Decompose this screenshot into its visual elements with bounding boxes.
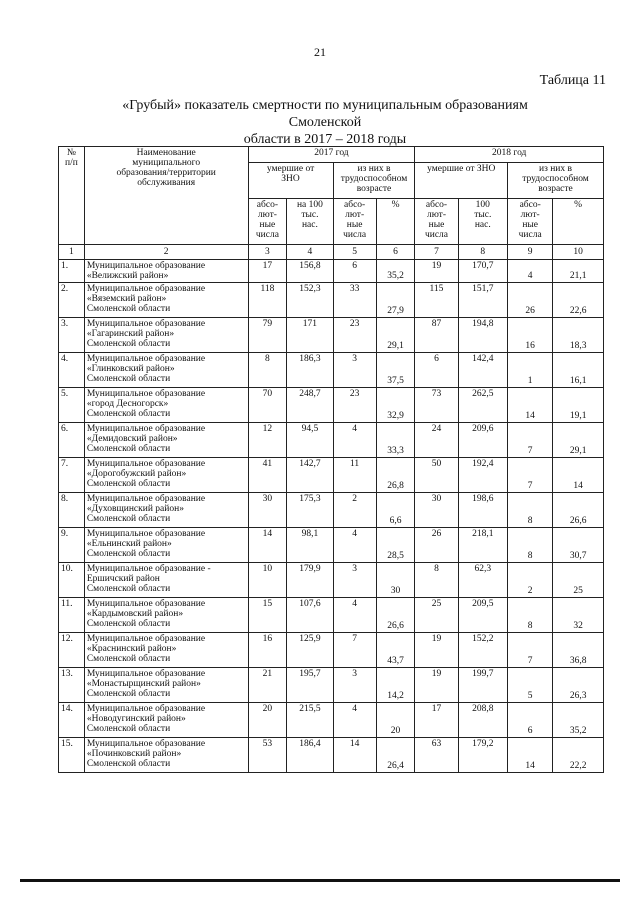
municipality-name: Муниципальное образование «город Десногорск» Смоленской области — [84, 388, 248, 423]
table-label: Таблица 11 — [539, 73, 606, 88]
table-row — [59, 458, 604, 493]
value-cell-c5: 3 — [333, 668, 376, 703]
header-2018-working-pct: % — [553, 199, 604, 245]
value-cell-c5: 6 — [333, 260, 376, 283]
value-cell-c6: 43,7 — [376, 633, 415, 668]
value-cell-c4: 107,6 — [287, 598, 333, 633]
value-cell-c9: 6 — [508, 703, 553, 738]
value-cell-c9: 7 — [508, 633, 553, 668]
column-index: 1 — [59, 245, 85, 260]
value-cell-c10: 14 — [553, 458, 604, 493]
value-cell-c10: 22,6 — [553, 283, 604, 318]
value-cell-c8: 208,8 — [458, 703, 508, 738]
value-cell-c10: 32 — [553, 598, 604, 633]
value-cell-c7: 17 — [415, 703, 458, 738]
value-cell-c3: 53 — [248, 738, 287, 773]
value-cell-c6: 26,4 — [376, 738, 415, 773]
value-cell-c9: 26 — [508, 283, 553, 318]
table-row — [59, 598, 604, 633]
value-cell-c3: 8 — [248, 353, 287, 388]
value-cell-c10: 26,3 — [553, 668, 604, 703]
value-cell-c9: 14 — [508, 738, 553, 773]
row-number: 1. — [59, 260, 85, 283]
header-2017-working-age: из них в трудоспособном возрасте — [333, 163, 415, 199]
value-cell-c10: 30,7 — [553, 528, 604, 563]
row-number: 7. — [59, 458, 85, 493]
municipality-name: Муниципальное образование «Гагаринский район» Смоленской области — [84, 318, 248, 353]
value-cell-c8: 209,5 — [458, 598, 508, 633]
value-cell-c4: 186,4 — [287, 738, 333, 773]
header-2018-working-abs: абсо- лют- ные числа — [508, 199, 553, 245]
column-index: 8 — [458, 245, 508, 260]
municipality-name: Муниципальное образование - Ершичский район Смоленской области — [84, 563, 248, 598]
header-2017-deaths-zno: умершие от ЗНО — [248, 163, 333, 199]
value-cell-c9: 1 — [508, 353, 553, 388]
municipality-name: Муниципальное образование «Краснинский район» Смоленской области — [84, 633, 248, 668]
header-2018-deaths-zno: умершие от ЗНО — [415, 163, 508, 199]
municipality-name: Муниципальное образование «Починковский район» Смоленской области — [84, 738, 248, 773]
column-index: 5 — [333, 245, 376, 260]
value-cell-c4: 215,5 — [287, 703, 333, 738]
value-cell-c3: 15 — [248, 598, 287, 633]
value-cell-c3: 118 — [248, 283, 287, 318]
value-cell-c5: 14 — [333, 738, 376, 773]
value-cell-c5: 3 — [333, 563, 376, 598]
value-cell-c10: 29,1 — [553, 423, 604, 458]
municipality-name: Муниципальное образование «Демидовский район» Смоленской области — [84, 423, 248, 458]
value-cell-c7: 115 — [415, 283, 458, 318]
header-2017-abs: абсо- лют- ные числа — [248, 199, 287, 245]
value-cell-c3: 70 — [248, 388, 287, 423]
value-cell-c8: 151,7 — [458, 283, 508, 318]
value-cell-c8: 192,4 — [458, 458, 508, 493]
value-cell-c4: 152,3 — [287, 283, 333, 318]
value-cell-c5: 3 — [333, 353, 376, 388]
table-row — [59, 563, 604, 598]
value-cell-c3: 10 — [248, 563, 287, 598]
row-number: 5. — [59, 388, 85, 423]
value-cell-c6: 37,5 — [376, 353, 415, 388]
value-cell-c10: 19,1 — [553, 388, 604, 423]
value-cell-c7: 73 — [415, 388, 458, 423]
value-cell-c5: 4 — [333, 703, 376, 738]
value-cell-c3: 20 — [248, 703, 287, 738]
value-cell-c6: 30 — [376, 563, 415, 598]
header-2018-per100k: 100 тыс. нас. — [458, 199, 508, 245]
row-number: 14. — [59, 703, 85, 738]
value-cell-c7: 50 — [415, 458, 458, 493]
municipality-name: Муниципальное образование «Велижский район» — [84, 260, 248, 283]
value-cell-c9: 2 — [508, 563, 553, 598]
value-cell-c5: 4 — [333, 423, 376, 458]
header-2017-working-pct: % — [376, 199, 415, 245]
value-cell-c3: 79 — [248, 318, 287, 353]
header-year-2017: 2017 год — [248, 147, 415, 163]
value-cell-c9: 7 — [508, 423, 553, 458]
table-row — [59, 703, 604, 738]
value-cell-c9: 5 — [508, 668, 553, 703]
value-cell-c7: 63 — [415, 738, 458, 773]
municipality-name: Муниципальное образование «Глинковский район» Смоленской области — [84, 353, 248, 388]
value-cell-c6: 29,1 — [376, 318, 415, 353]
municipality-name: Муниципальное образование «Ельнинский район» Смоленской области — [84, 528, 248, 563]
title-line-2: области в 2017 – 2018 годы — [243, 132, 407, 147]
table-row — [59, 423, 604, 458]
table-row — [59, 668, 604, 703]
value-cell-c10: 22,2 — [553, 738, 604, 773]
value-cell-c6: 20 — [376, 703, 415, 738]
value-cell-c7: 6 — [415, 353, 458, 388]
value-cell-c10: 21,1 — [553, 260, 604, 283]
table-row — [59, 528, 604, 563]
table-row — [59, 318, 604, 353]
row-number: 10. — [59, 563, 85, 598]
value-cell-c6: 26,8 — [376, 458, 415, 493]
value-cell-c9: 14 — [508, 388, 553, 423]
value-cell-c10: 36,8 — [553, 633, 604, 668]
value-cell-c8: 62,3 — [458, 563, 508, 598]
mortality-table — [58, 146, 604, 773]
table-row — [59, 388, 604, 423]
page-bottom-rule — [20, 879, 620, 882]
value-cell-c6: 28,5 — [376, 528, 415, 563]
value-cell-c8: 142,4 — [458, 353, 508, 388]
table-row — [59, 493, 604, 528]
value-cell-c8: 209,6 — [458, 423, 508, 458]
value-cell-c5: 23 — [333, 318, 376, 353]
column-index: 7 — [415, 245, 458, 260]
page-number: 21 — [314, 45, 326, 59]
value-cell-c8: 179,2 — [458, 738, 508, 773]
column-index: 3 — [248, 245, 287, 260]
value-cell-c4: 142,7 — [287, 458, 333, 493]
value-cell-c8: 199,7 — [458, 668, 508, 703]
value-cell-c5: 7 — [333, 633, 376, 668]
row-number: 3. — [59, 318, 85, 353]
header-2017-per100k: на 100 тыс. нас. — [287, 199, 333, 245]
value-cell-c7: 19 — [415, 633, 458, 668]
value-cell-c5: 11 — [333, 458, 376, 493]
value-cell-c3: 30 — [248, 493, 287, 528]
value-cell-c10: 26,6 — [553, 493, 604, 528]
row-number: 13. — [59, 668, 85, 703]
value-cell-c4: 98,1 — [287, 528, 333, 563]
value-cell-c9: 8 — [508, 528, 553, 563]
value-cell-c4: 248,7 — [287, 388, 333, 423]
value-cell-c3: 12 — [248, 423, 287, 458]
value-cell-c9: 7 — [508, 458, 553, 493]
header-municipality-name: Наименование муниципального образования/территории обслуживания — [84, 147, 248, 245]
value-cell-c8: 194,8 — [458, 318, 508, 353]
value-cell-c7: 8 — [415, 563, 458, 598]
column-index: 9 — [508, 245, 553, 260]
municipality-name: Муниципальное образование «Новодугинский район» Смоленской области — [84, 703, 248, 738]
row-number: 11. — [59, 598, 85, 633]
table-row — [59, 353, 604, 388]
title-line-1: «Грубый» показатель смертности по муниципальным образованиям Смоленской — [122, 98, 528, 130]
value-cell-c3: 14 — [248, 528, 287, 563]
municipality-name: Муниципальное образование «Дорогобужский район» Смоленской области — [84, 458, 248, 493]
value-cell-c8: 262,5 — [458, 388, 508, 423]
value-cell-c5: 33 — [333, 283, 376, 318]
value-cell-c9: 8 — [508, 493, 553, 528]
header-2018-abs: абсо- лют- ные числа — [415, 199, 458, 245]
value-cell-c4: 179,9 — [287, 563, 333, 598]
table-row — [59, 260, 604, 283]
value-cell-c8: 170,7 — [458, 260, 508, 283]
value-cell-c6: 14,2 — [376, 668, 415, 703]
row-number: 12. — [59, 633, 85, 668]
value-cell-c10: 18,3 — [553, 318, 604, 353]
header-year-2018: 2018 год — [415, 147, 604, 163]
value-cell-c3: 41 — [248, 458, 287, 493]
value-cell-c5: 2 — [333, 493, 376, 528]
value-cell-c5: 4 — [333, 598, 376, 633]
value-cell-c7: 19 — [415, 668, 458, 703]
value-cell-c5: 23 — [333, 388, 376, 423]
value-cell-c4: 175,3 — [287, 493, 333, 528]
column-index: 6 — [376, 245, 415, 260]
value-cell-c7: 24 — [415, 423, 458, 458]
value-cell-c4: 125,9 — [287, 633, 333, 668]
column-index: 4 — [287, 245, 333, 260]
row-number: 6. — [59, 423, 85, 458]
value-cell-c9: 4 — [508, 260, 553, 283]
municipality-name: Муниципальное образование «Кардымовский район» Смоленской области — [84, 598, 248, 633]
row-number: 2. — [59, 283, 85, 318]
row-number: 8. — [59, 493, 85, 528]
value-cell-c4: 156,8 — [287, 260, 333, 283]
value-cell-c8: 198,6 — [458, 493, 508, 528]
value-cell-c7: 25 — [415, 598, 458, 633]
column-index: 10 — [553, 245, 604, 260]
value-cell-c10: 16,1 — [553, 353, 604, 388]
value-cell-c3: 16 — [248, 633, 287, 668]
column-index: 2 — [84, 245, 248, 260]
municipality-name: Муниципальное образование «Вяземский район» Смоленской области — [84, 283, 248, 318]
value-cell-c8: 152,2 — [458, 633, 508, 668]
municipality-name: Муниципальное образование «Духовщинский район» Смоленской области — [84, 493, 248, 528]
column-index-row — [59, 245, 604, 260]
value-cell-c4: 186,3 — [287, 353, 333, 388]
header-2018-working-age: из них в трудоспособном возрасте — [508, 163, 604, 199]
row-number: 4. — [59, 353, 85, 388]
value-cell-c3: 17 — [248, 260, 287, 283]
row-number: 9. — [59, 528, 85, 563]
header-row-number: № п/п — [59, 147, 85, 245]
value-cell-c5: 4 — [333, 528, 376, 563]
value-cell-c7: 19 — [415, 260, 458, 283]
row-number: 15. — [59, 738, 85, 773]
value-cell-c9: 8 — [508, 598, 553, 633]
value-cell-c6: 33,3 — [376, 423, 415, 458]
value-cell-c7: 87 — [415, 318, 458, 353]
header-2017-working-abs: абсо- лют- ные числа — [333, 199, 376, 245]
value-cell-c6: 32,9 — [376, 388, 415, 423]
municipality-name: Муниципальное образование «Монастырщинский район» Смоленской области — [84, 668, 248, 703]
value-cell-c7: 30 — [415, 493, 458, 528]
table-row — [59, 738, 604, 773]
value-cell-c10: 25 — [553, 563, 604, 598]
value-cell-c3: 21 — [248, 668, 287, 703]
value-cell-c6: 6,6 — [376, 493, 415, 528]
value-cell-c4: 94,5 — [287, 423, 333, 458]
table-row — [59, 283, 604, 318]
value-cell-c9: 16 — [508, 318, 553, 353]
value-cell-c6: 35,2 — [376, 260, 415, 283]
value-cell-c10: 35,2 — [553, 703, 604, 738]
value-cell-c6: 27,9 — [376, 283, 415, 318]
value-cell-c4: 195,7 — [287, 668, 333, 703]
table-row — [59, 633, 604, 668]
value-cell-c7: 26 — [415, 528, 458, 563]
value-cell-c6: 26,6 — [376, 598, 415, 633]
value-cell-c8: 218,1 — [458, 528, 508, 563]
document-title — [90, 97, 560, 148]
value-cell-c4: 171 — [287, 318, 333, 353]
